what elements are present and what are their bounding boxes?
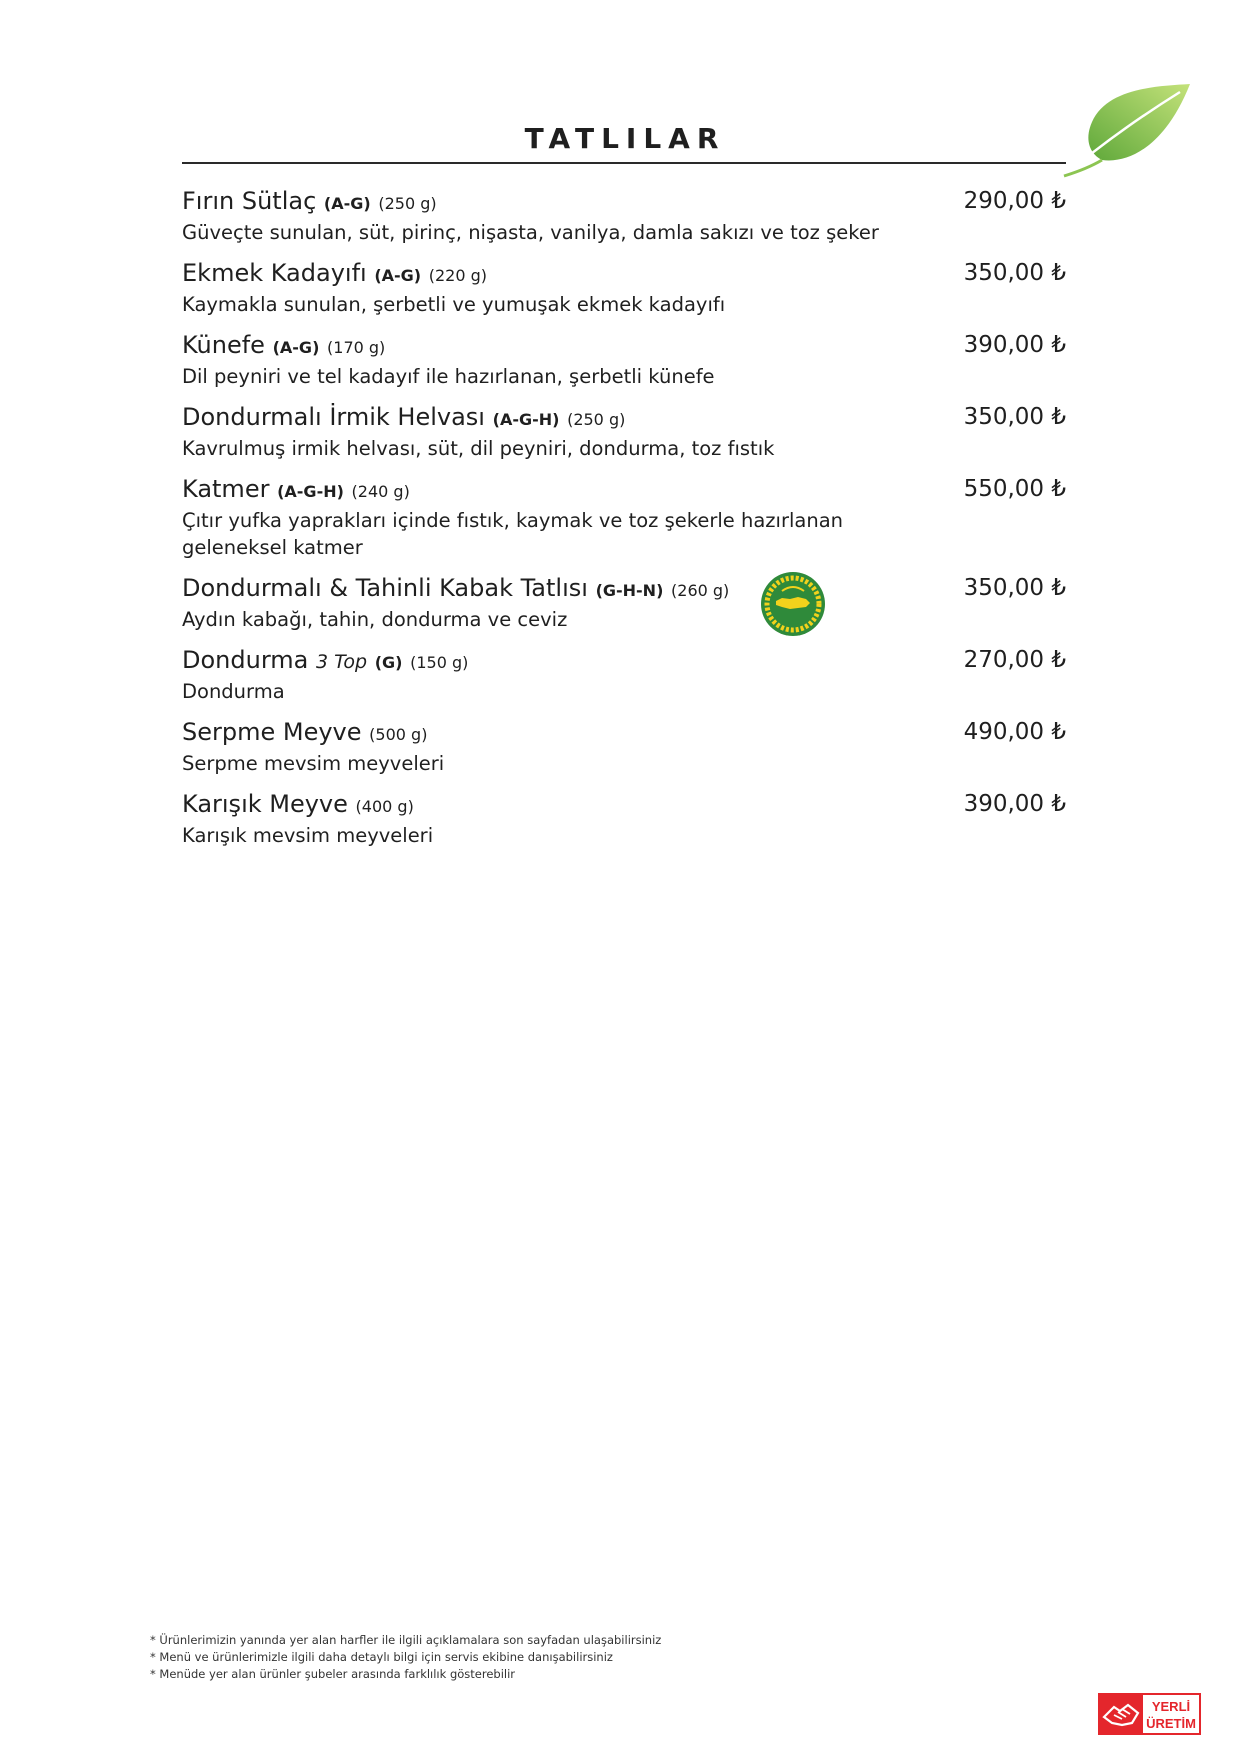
section-title: TATLILAR [524,122,726,155]
footnote: * Menüde yer alan ürünler şubeler arasında farklılık gösterebilir [150,1667,516,1681]
menu-item [182,645,1066,705]
menu-item [182,258,1066,318]
item-price: 350,00 ₺ [963,260,1066,286]
title-divider [182,162,1066,164]
item-name: Fırın Sütlaç [182,187,317,215]
footnote: * Ürünlerimizin yanında yer alan harfler ile ilgili açıklamalara son sayfadan ulaşabilirsiniz [150,1633,662,1647]
menu-item [182,186,1066,246]
item-description: Karışık mevsim meyveleri [182,824,434,847]
menu-item [182,789,1066,849]
footnotes [150,1632,661,1683]
item-name: Dondurmalı & Tahinli Kabak Tatlısı [182,574,588,602]
item-description: Dil peyniri ve tel kadayıf ile hazırlanan, şerbetli künefe [182,365,715,388]
item-price: 490,00 ₺ [963,719,1066,745]
item-price: 270,00 ₺ [963,647,1066,673]
item-allergens: (A-G) [272,338,320,357]
item-allergens: (A-G) [374,266,422,285]
item-name: Ekmek Kadayıfı [182,259,367,287]
item-description: Dondurma [182,680,285,703]
item-description: Güveçte sunulan, süt, pirinç, nişasta, vanilya, damla sakızı ve toz şeker [182,221,879,244]
item-price: 290,00 ₺ [963,188,1066,214]
item-weight: (170 g) [327,338,386,357]
item-name: Serpme Meyve [182,718,362,746]
item-name: Katmer [182,475,270,503]
footnote: * Menü ve ürünlerimizle ilgili daha detaylı bilgi için servis ekibine danışabilirsiniz [150,1650,613,1664]
leaf-icon [1062,82,1202,182]
item-weight: (260 g) [671,581,730,600]
item-price: 350,00 ₺ [963,404,1066,430]
menu-item [182,474,1066,561]
item-allergens: (A-G-H) [277,482,344,501]
menu-item [182,717,1066,777]
item-allergens: (A-G-H) [492,410,560,429]
item-weight: (400 g) [355,797,414,816]
logo-line2: ÜRETİM [1146,1716,1196,1731]
item-weight: (250 g) [567,410,626,429]
item-price: 390,00 ₺ [963,791,1066,817]
item-weight: (240 g) [351,482,410,501]
item-price: 550,00 ₺ [963,476,1066,502]
item-weight: (250 g) [378,194,437,213]
item-note: 3 Top [316,651,368,673]
item-weight: (150 g) [410,653,469,672]
item-weight: (220 g) [428,266,488,285]
item-price: 350,00 ₺ [963,575,1066,601]
item-name: Karışık Meyve [182,790,348,818]
item-name: Dondurmalı İrmik Helvası [182,403,485,431]
item-description: Serpme mevsim meyveleri [182,752,445,775]
origin-seal-icon [760,571,826,637]
item-allergens: (G) [374,653,403,672]
menu-list [182,186,1066,861]
logo-line1: YERLİ [1151,1699,1191,1714]
yerli-uretim-logo [1098,1693,1201,1735]
item-name: Künefe [182,331,265,359]
menu-item [182,330,1066,390]
item-description: Aydın kabağı, tahin, dondurma ve ceviz [182,608,568,631]
item-allergens: (G-H-N) [595,581,664,600]
item-allergens: (A-G) [323,194,371,213]
menu-item [182,573,1066,633]
item-description: Çıtır yufka yaprakları içinde fıstık, kaymak ve toz şekerle hazırlanan geleneksel katmer [182,509,844,559]
item-price: 390,00 ₺ [963,332,1066,358]
item-weight: (500 g) [369,725,428,744]
menu-item [182,402,1066,462]
item-description: Kaymakla sunulan, şerbetli ve yumuşak ekmek kadayıfı [182,293,726,316]
item-name: Dondurma [182,646,309,674]
item-description: Kavrulmuş irmik helvası, süt, dil peyniri, dondurma, toz fıstık [182,437,775,460]
